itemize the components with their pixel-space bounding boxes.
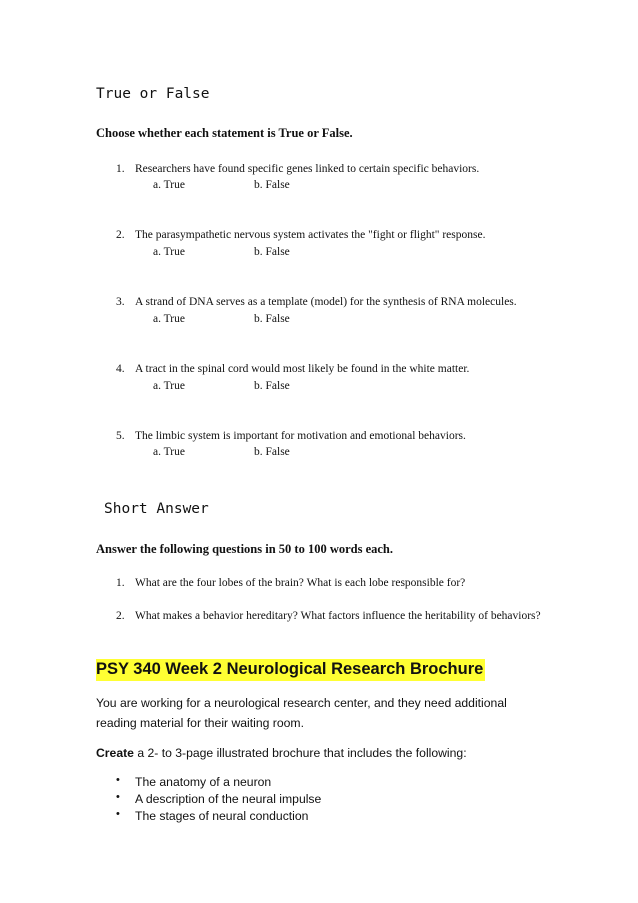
brochure-create-line <box>96 743 576 763</box>
question-number: 4. <box>116 363 125 375</box>
brochure-intro: You are working for a neurological research center, and they need additional reading material for their waiting room. <box>96 696 507 730</box>
option-true[interactable]: a. True <box>153 313 185 325</box>
brochure-title: PSY 340 Week 2 Neurological Research Brochure <box>96 659 485 681</box>
question-number: 1. <box>116 163 125 175</box>
true-false-instruction: Choose whether each statement is True or False. <box>96 126 353 140</box>
bullet-icon: • <box>116 774 120 786</box>
short-answer-heading: Short Answer <box>104 501 209 517</box>
create-description: a 2- to 3-page illustrated brochure that includes the following: <box>133 746 467 760</box>
question-text: What are the four lobes of the brain? What is each lobe responsible for? <box>135 577 466 589</box>
question-text: The parasympathetic nervous system activates the "fight or flight" response. <box>135 229 486 241</box>
question-number: 1. <box>116 577 125 589</box>
option-true[interactable]: a. True <box>153 246 185 258</box>
true-false-heading: True or False <box>96 86 210 102</box>
option-true[interactable]: a. True <box>153 179 185 191</box>
option-false[interactable]: b. False <box>254 313 290 325</box>
option-false[interactable]: b. False <box>254 446 290 458</box>
bullet-item: The anatomy of a neuron <box>135 775 272 789</box>
short-answer-instruction: Answer the following questions in 50 to 100 words each. <box>96 542 394 556</box>
question-number: 5. <box>116 430 125 442</box>
question-number: 2. <box>116 610 125 622</box>
create-keyword: Create <box>96 746 134 760</box>
bullet-item: The stages of neural conduction <box>135 809 309 823</box>
option-false[interactable]: b. False <box>254 179 290 191</box>
question-text: A tract in the spinal cord would most likely be found in the white matter. <box>135 363 470 375</box>
question-number: 3. <box>116 296 125 308</box>
question-text: Researchers have found specific genes linked to certain specific behaviors. <box>135 163 480 175</box>
question-number: 2. <box>116 229 125 241</box>
option-false[interactable]: b. False <box>254 380 290 392</box>
option-true[interactable]: a. True <box>153 380 185 392</box>
bullet-icon: • <box>116 791 120 803</box>
question-text: The limbic system is important for motivation and emotional behaviors. <box>135 430 466 442</box>
option-true[interactable]: a. True <box>153 446 185 458</box>
option-false[interactable]: b. False <box>254 246 290 258</box>
question-text: A strand of DNA serves as a template (model) for the synthesis of RNA molecules. <box>135 296 517 308</box>
question-text: What makes a behavior hereditary? What factors influence the heritability of behaviors? <box>135 610 541 622</box>
bullet-item: A description of the neural impulse <box>135 792 322 806</box>
bullet-icon: • <box>116 808 120 820</box>
